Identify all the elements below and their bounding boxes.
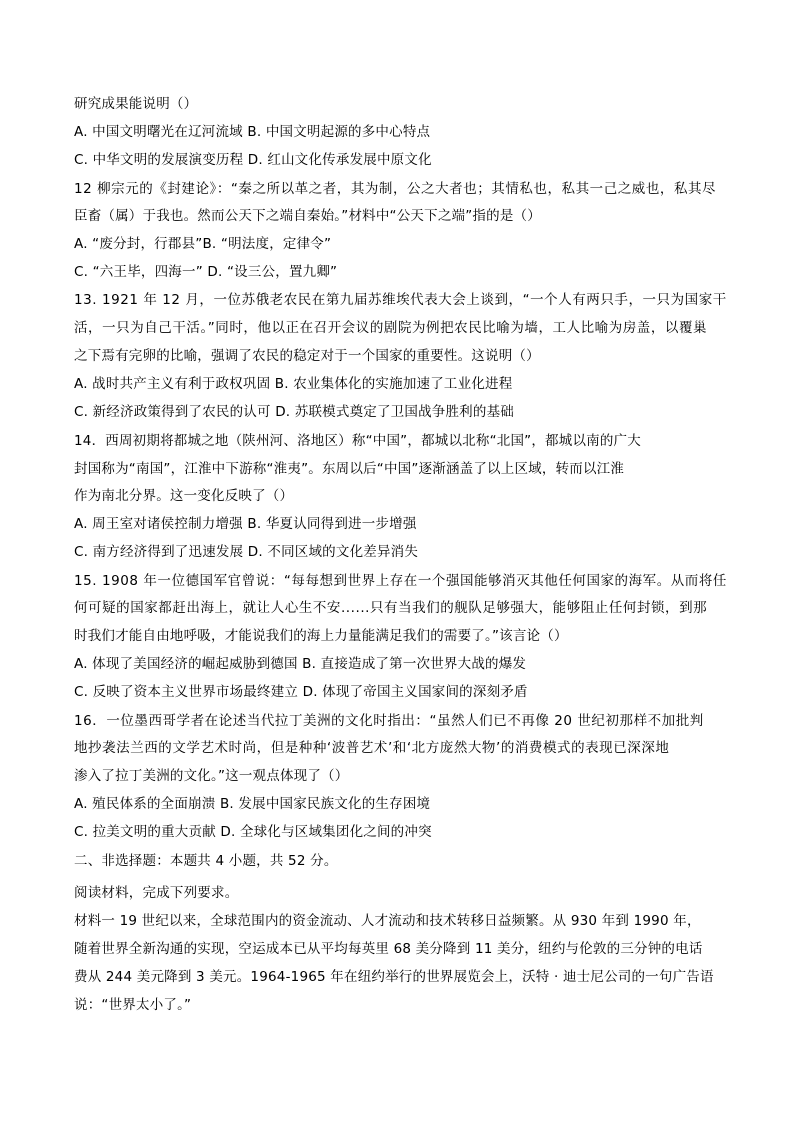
q13-stem-line1: 13. 1921 年 12 月，一位苏俄老农民在第九届苏维埃代表大会上谈到，“一个人有两只手，一只为国家干 — [74, 292, 727, 308]
q14-options-ab: A. 周王室对诸侯控制力增强 B. 华夏认同得到进一步增强 — [74, 516, 417, 532]
reading-instruction: 阅读材料，完成下列要求。 — [74, 885, 239, 901]
q16-stem-line2: 地抄袭法兰西的文学艺术时尚，但是种种‘波普艺术’和‘北方庞然大物’的消费模式的表现已深深地 — [74, 740, 670, 756]
material-one-line4: 说：“世界太小了。” — [74, 997, 192, 1013]
q16-options-ab: A. 殖民体系的全面崩溃 B. 发展中国家民族文化的生存困境 — [74, 796, 431, 812]
q13-stem-line2: 活，一只为自己干活。”同时，他以正在召开会议的剧院为例把农民比喻为墙，工人比喻为房盖，以覆巢 — [74, 320, 708, 336]
material-one-line2: 随着世界全新沟通的实现，空运成本已从平均每英里 68 美分降到 11 美分，纽约与伦敦的三分钟的电话 — [74, 941, 703, 957]
q14-stem-line3: 作为南北分界。这一变化反映了（） — [74, 488, 294, 504]
q13-stem-line3: 之下焉有完卵的比喻，强调了农民的稳定对于一个国家的重要性。这说明（） — [74, 348, 540, 364]
q15-stem-line3: 时我们才能自由地呼吸，才能说我们的海上力量能满足我们的需要了。”该言论（） — [74, 628, 568, 644]
q11-options-cd: C. 中华文明的发展演变历程 D. 红山文化传承发展中原文化 — [74, 152, 432, 168]
material-one-line3: 费从 244 美元降到 3 美元。1964-1965 年在纽约举行的世界展览会上，沃特 · 迪士尼公司的一句广告语 — [74, 969, 714, 985]
q16-stem-line1: 16．一位墨西哥学者在论述当代拉丁美洲的文化时指出：“虽然人们已不再像 20 世纪初那样不加批判 — [74, 713, 704, 729]
q12-stem-line2: 臣畜（属）于我也。然而公天下之端自秦始。”材料中“公天下之端”指的是（） — [74, 208, 541, 224]
q14-options-cd: C. 南方经济得到了迅速发展 D. 不同区域的文化差异消失 — [74, 544, 419, 560]
q16-options-cd: C. 拉美文明的重大贡献 D. 全球化与区域集团化之间的冲突 — [74, 824, 432, 840]
q12-options-cd: C. “六王毕，四海一” D. “设三公，置九卿” — [74, 264, 338, 280]
q12-options-ab: A. “废分封，行郡县”B. “明法度，定律令” — [74, 236, 332, 252]
q15-stem-line1: 15. 1908 年一位德国军官曾说：“每每想到世界上存在一个强国能够消灭其他任何国家的海军。从而将任 — [74, 573, 727, 589]
material-one-line1: 材料一 19 世纪以来，全球范围内的资金流动、人才流动和技术转移日益频繁。从 930 年到 1990 年， — [74, 913, 701, 929]
q14-stem-line2: 封国称为“南国”，江淮中下游称“淮夷”。东周以后“中国”逐渐涵盖了以上区域，转而以江淮 — [74, 461, 625, 477]
q13-options-ab: A. 战时共产主义有利于政权巩固 B. 农业集体化的实施加速了工业化进程 — [74, 376, 513, 392]
q14-stem-line1: 14．西周初期将都城之地（陕州河、洛地区）称“中国”，都城以北称“北国”，都城以南的广大 — [74, 433, 641, 449]
section-two-heading: 二、非选择题：本题共 4 小题，共 52 分。 — [74, 853, 338, 869]
q15-options-cd: C. 反映了资本主义世界市场最终建立 D. 体现了帝国主义国家间的深刻矛盾 — [74, 684, 528, 700]
q11-stem-tail: 研究成果能说明（） — [74, 96, 198, 112]
q11-options-ab: A. 中国文明曙光在辽河流域 B. 中国文明起源的多中心特点 — [74, 124, 431, 140]
q13-options-cd: C. 新经济政策得到了农民的认可 D. 苏联模式奠定了卫国战争胜利的基础 — [74, 404, 514, 420]
q12-stem-line1: 12 柳宗元的《封建论》：“秦之所以革之者，其为制，公之大者也；其情私也，私其一己之威也，私其尽 — [74, 181, 717, 197]
q15-stem-line2: 何可疑的国家都赶出海上，就让人心生不安......只有当我们的舰队足够强大，能够阻止任何封锁，到那 — [74, 600, 708, 616]
q15-options-ab: A. 体现了美国经济的崛起威胁到德国 B. 直接造成了第一次世界大战的爆发 — [74, 656, 527, 672]
q16-stem-line3: 渗入了拉丁美洲的文化。”这一观点体现了（） — [74, 768, 349, 784]
